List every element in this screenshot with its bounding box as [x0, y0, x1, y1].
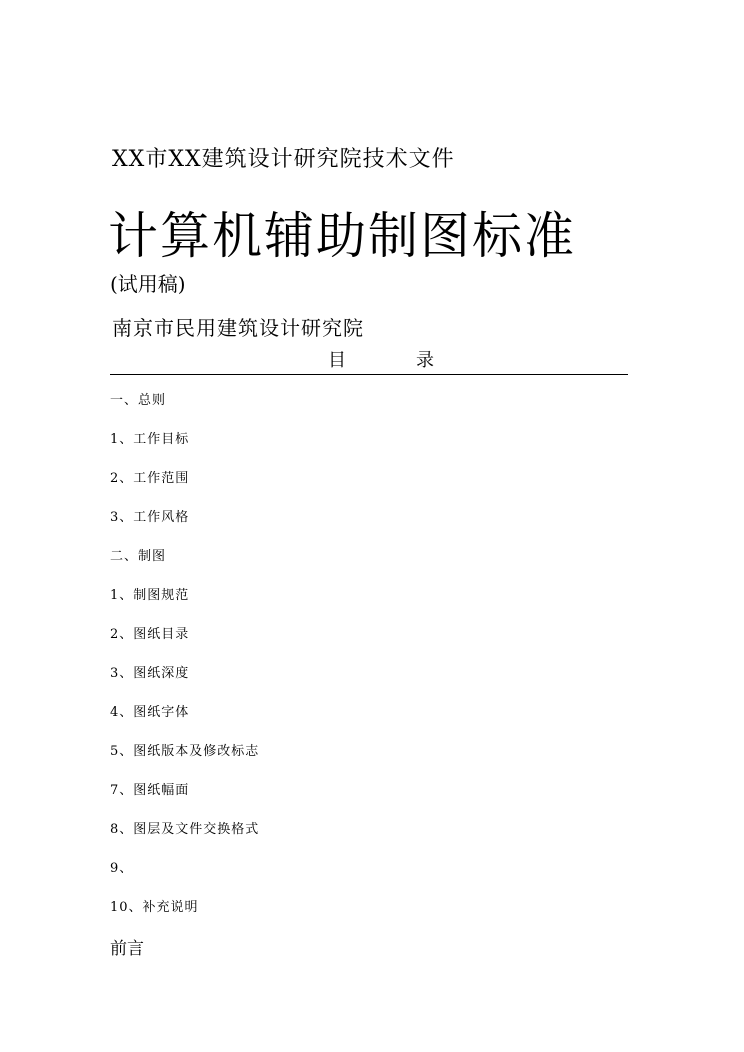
- toc-item: 7、图纸幅面: [110, 783, 190, 798]
- toc-item: 10、补充说明: [110, 900, 199, 915]
- draft-note: (试用稿): [110, 272, 186, 296]
- organization-title: XX市XX建筑设计研究院技术文件: [112, 147, 455, 172]
- toc-item: 2、工作范围: [110, 471, 190, 486]
- toc-item: 2、图纸目录: [110, 627, 190, 642]
- toc-item: 3、工作风格: [110, 510, 190, 525]
- toc-item: 8、图层及文件交换格式: [110, 822, 260, 837]
- toc-item: 二、制图: [110, 549, 167, 564]
- toc-item: 9、: [110, 861, 134, 876]
- toc-item: 5、图纸版本及修改标志: [110, 744, 260, 759]
- document-main-title: 计算机辅助制图标准: [108, 207, 576, 265]
- toc-item: 3、图纸深度: [110, 666, 190, 681]
- toc-item: 1、制图规范: [110, 588, 190, 603]
- table-of-contents: [110, 393, 259, 939]
- toc-item: 一、总则: [110, 393, 167, 408]
- toc-item: 4、图纸字体: [110, 705, 190, 720]
- institute-name: 南京市民用建筑设计研究院: [112, 316, 364, 340]
- preface-heading: 前言: [110, 939, 144, 959]
- table-of-contents-heading: [110, 350, 628, 375]
- toc-item: 1、工作目标: [110, 432, 190, 447]
- toc-heading-char-1: 目: [328, 350, 346, 371]
- toc-heading-char-2: 录: [416, 350, 434, 371]
